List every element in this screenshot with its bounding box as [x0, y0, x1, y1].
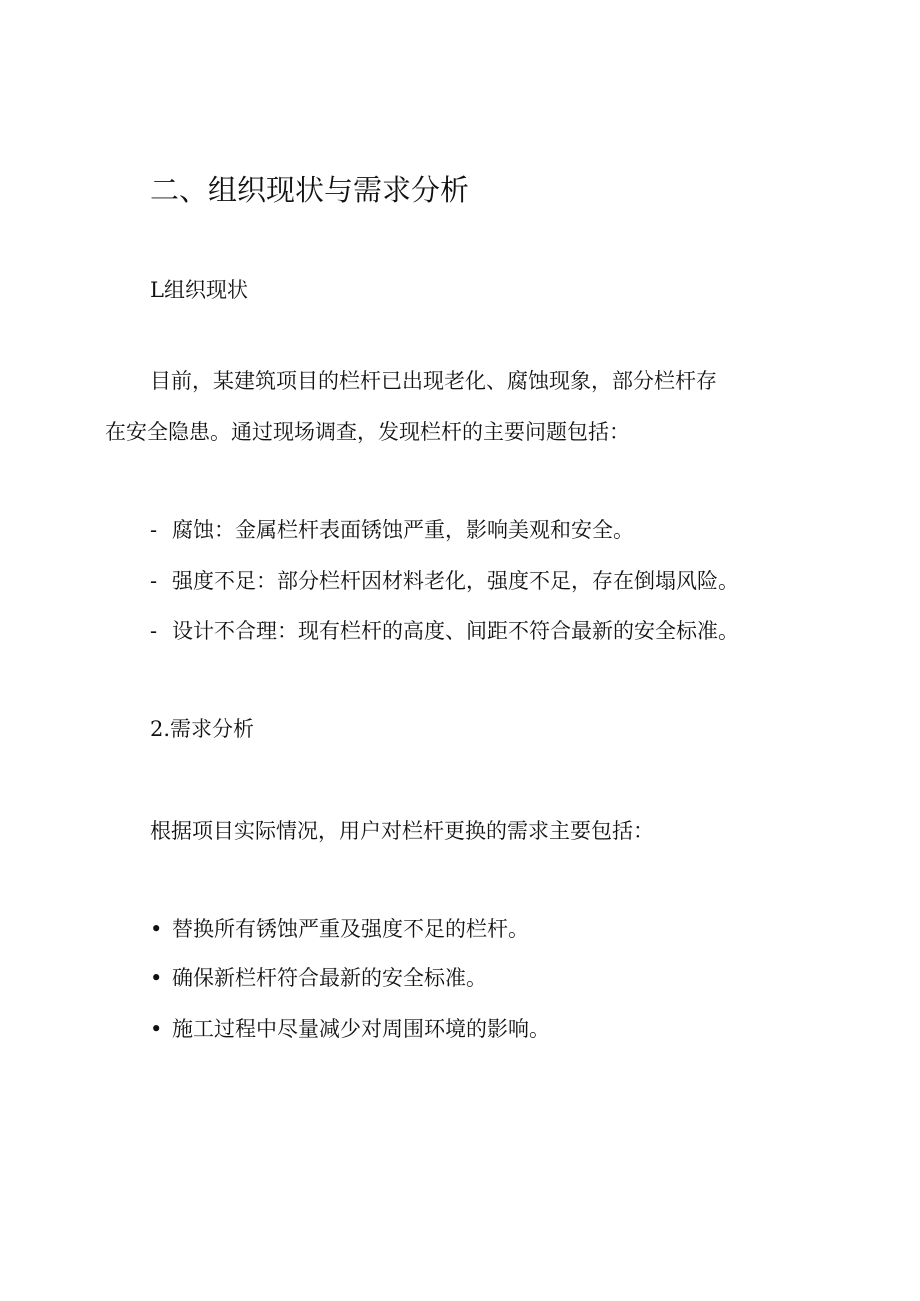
- needs-subheading: 2.需求分析: [150, 717, 255, 741]
- need-item: [150, 913, 529, 945]
- problem-text: 强度不足：部分栏杆因材料老化，强度不足，存在倒塌风险。: [172, 569, 739, 593]
- status-subheading: L组织现状: [150, 278, 248, 302]
- need-text: 替换所有锈蚀严重及强度不足的栏杆。: [172, 917, 529, 941]
- problem-item: [150, 565, 739, 597]
- problem-text: 设计不合理：现有栏杆的高度、间距不符合最新的安全标准。: [172, 619, 739, 643]
- bullet-icon: •: [150, 966, 163, 990]
- status-intro-line-1: 目前，某建筑项目的栏杆已出现老化、腐蚀现象，部分栏杆存: [150, 369, 717, 393]
- problem-item: [150, 514, 634, 546]
- need-item: [150, 1013, 550, 1045]
- need-text: 施工过程中尽量减少对周围环境的影响。: [172, 1017, 550, 1041]
- problem-text: 腐蚀：金属栏杆表面锈蚀严重，影响美观和安全。: [172, 518, 634, 542]
- needs-intro: 根据项目实际情况，用户对栏杆更换的需求主要包括：: [150, 819, 654, 843]
- dash-marker: -: [150, 518, 158, 542]
- dash-marker: -: [150, 569, 158, 593]
- dash-marker: -: [150, 619, 158, 643]
- bullet-icon: •: [150, 1017, 163, 1041]
- bullet-icon: •: [150, 917, 163, 941]
- problem-item: [150, 615, 739, 647]
- section-heading: 二、组织现状与需求分析: [150, 173, 470, 207]
- need-text: 确保新栏杆符合最新的安全标准。: [172, 966, 487, 990]
- need-item: [150, 962, 487, 994]
- status-intro-line-2: 在安全隐患。通过现场调查，发现栏杆的主要问题包括：: [105, 420, 630, 444]
